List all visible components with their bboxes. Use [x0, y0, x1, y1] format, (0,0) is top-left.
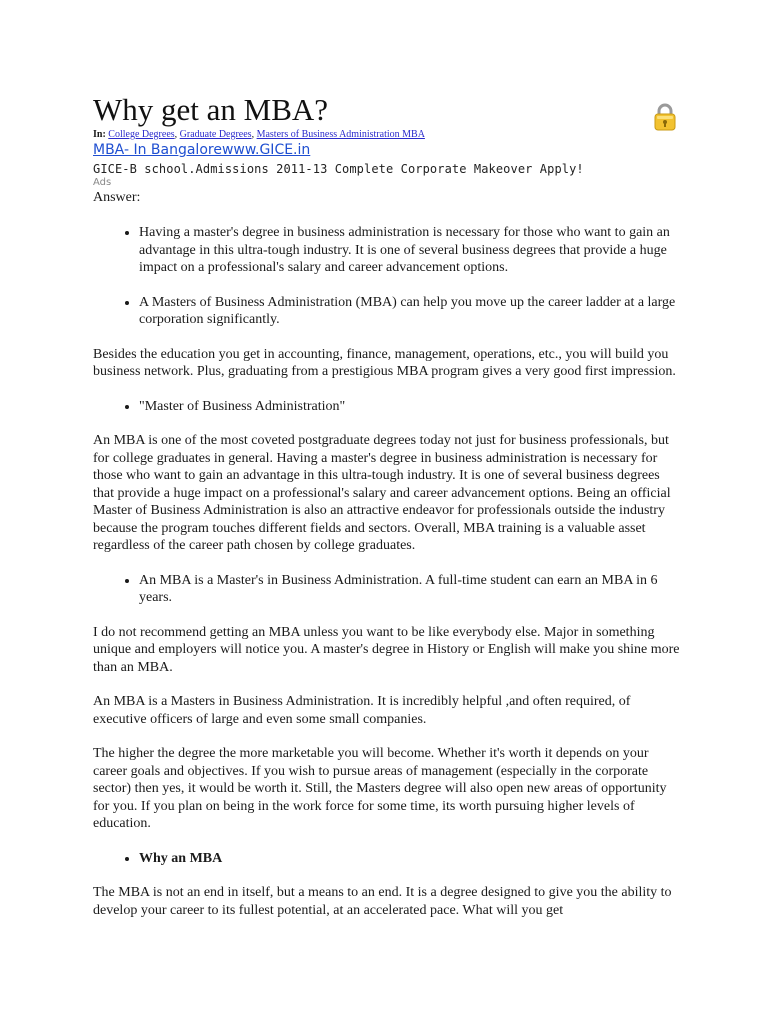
breadcrumb-link-college-degrees[interactable]: College Degrees	[108, 129, 175, 140]
paragraph: I do not recommend getting an MBA unless you want to be like everybody else. Major in something unique and employers will notice you. A master's degree in History or English will make you shine more than an MBA.	[93, 624, 680, 675]
list-item: • Having a master's degree in business administration is necessary for those who want to gain an advantage in this ultra-tough industry. It is one of several business degrees that provide a huge impact on a professional's salary and career advancement options.	[139, 224, 683, 277]
breadcrumb-prefix: In:	[93, 129, 106, 140]
ad-description: GICE-B school.Admissions 2011-13 Complete Corporate Makeover Apply!	[93, 162, 584, 176]
breadcrumb-separator: ,	[174, 129, 180, 140]
bullet-list	[93, 572, 683, 607]
article	[93, 92, 683, 919]
paragraph: An MBA is one of the most coveted postgraduate degrees today not just for business professionals, but for college graduates in general. Having a master's degree in business administration is necessary for those who want to gain an advantage in this ultra-tough industry. It is one of several business degrees that provide a huge impact on a professional's salary and career advancement options. Being an official Master of Business Administration is also an attractive endeavor for professionals outside the industry because the program touches different fields and sectors. Overall, MBA training is a valuable asset regardless of the career path chosen by college graduates.	[93, 433, 671, 553]
breadcrumb-link-graduate-degrees[interactable]: Graduate Degrees	[179, 129, 252, 140]
ad-title-link[interactable]: MBA- In Bangalorewww.GICE.in	[93, 142, 311, 158]
bullet-list	[93, 294, 683, 329]
bullet-list	[93, 224, 683, 277]
list-item: • An MBA is a Master's in Business Administration. A full-time student can earn an MBA in 6 years.	[139, 572, 683, 607]
paragraph: Besides the education you get in accounting, finance, management, operations, etc., you will build you business network. Plus, graduating from a prestigious MBA program gives a very good first impression.	[93, 346, 676, 379]
page-title: Why get an MBA?	[93, 92, 329, 127]
answer-label: Answer:	[93, 190, 141, 205]
breadcrumb-link-mba[interactable]: Masters of Business Administration MBA	[256, 129, 425, 140]
list-item: • A Masters of Business Administration (MBA) can help you move up the career ladder at a large corporation significantly.	[139, 294, 683, 329]
paragraph: The MBA is not an end in itself, but a means to an end. It is a degree designed to give you the ability to develop your career to its fullest potential, at an accelerated pace. What will you get	[93, 885, 672, 918]
bullet-list	[93, 850, 683, 868]
list-item: • Why an MBA	[139, 850, 683, 868]
ads-label[interactable]: Ads	[93, 177, 112, 188]
breadcrumb-separator: ,	[251, 129, 257, 140]
paragraph: An MBA is a Masters in Business Administration. It is incredibly helpful ,and often required, of executive officers of large and even some small companies.	[93, 694, 631, 727]
paragraph: The higher the degree the more marketable you will become. Whether it's worth it depends on your career goals and objectives. If you wish to pursue areas of management (especially in the corporate sector) then yes, it would be worth it. Still, the Masters degree will also open new areas of opportunity for you. If you plan on being in the work force for some time, its worth pursuing higher levels of education.	[93, 746, 667, 831]
bullet-list	[93, 398, 683, 416]
lock-icon	[652, 102, 678, 132]
breadcrumb	[93, 128, 683, 141]
list-item: • "Master of Business Administration"	[139, 398, 683, 416]
